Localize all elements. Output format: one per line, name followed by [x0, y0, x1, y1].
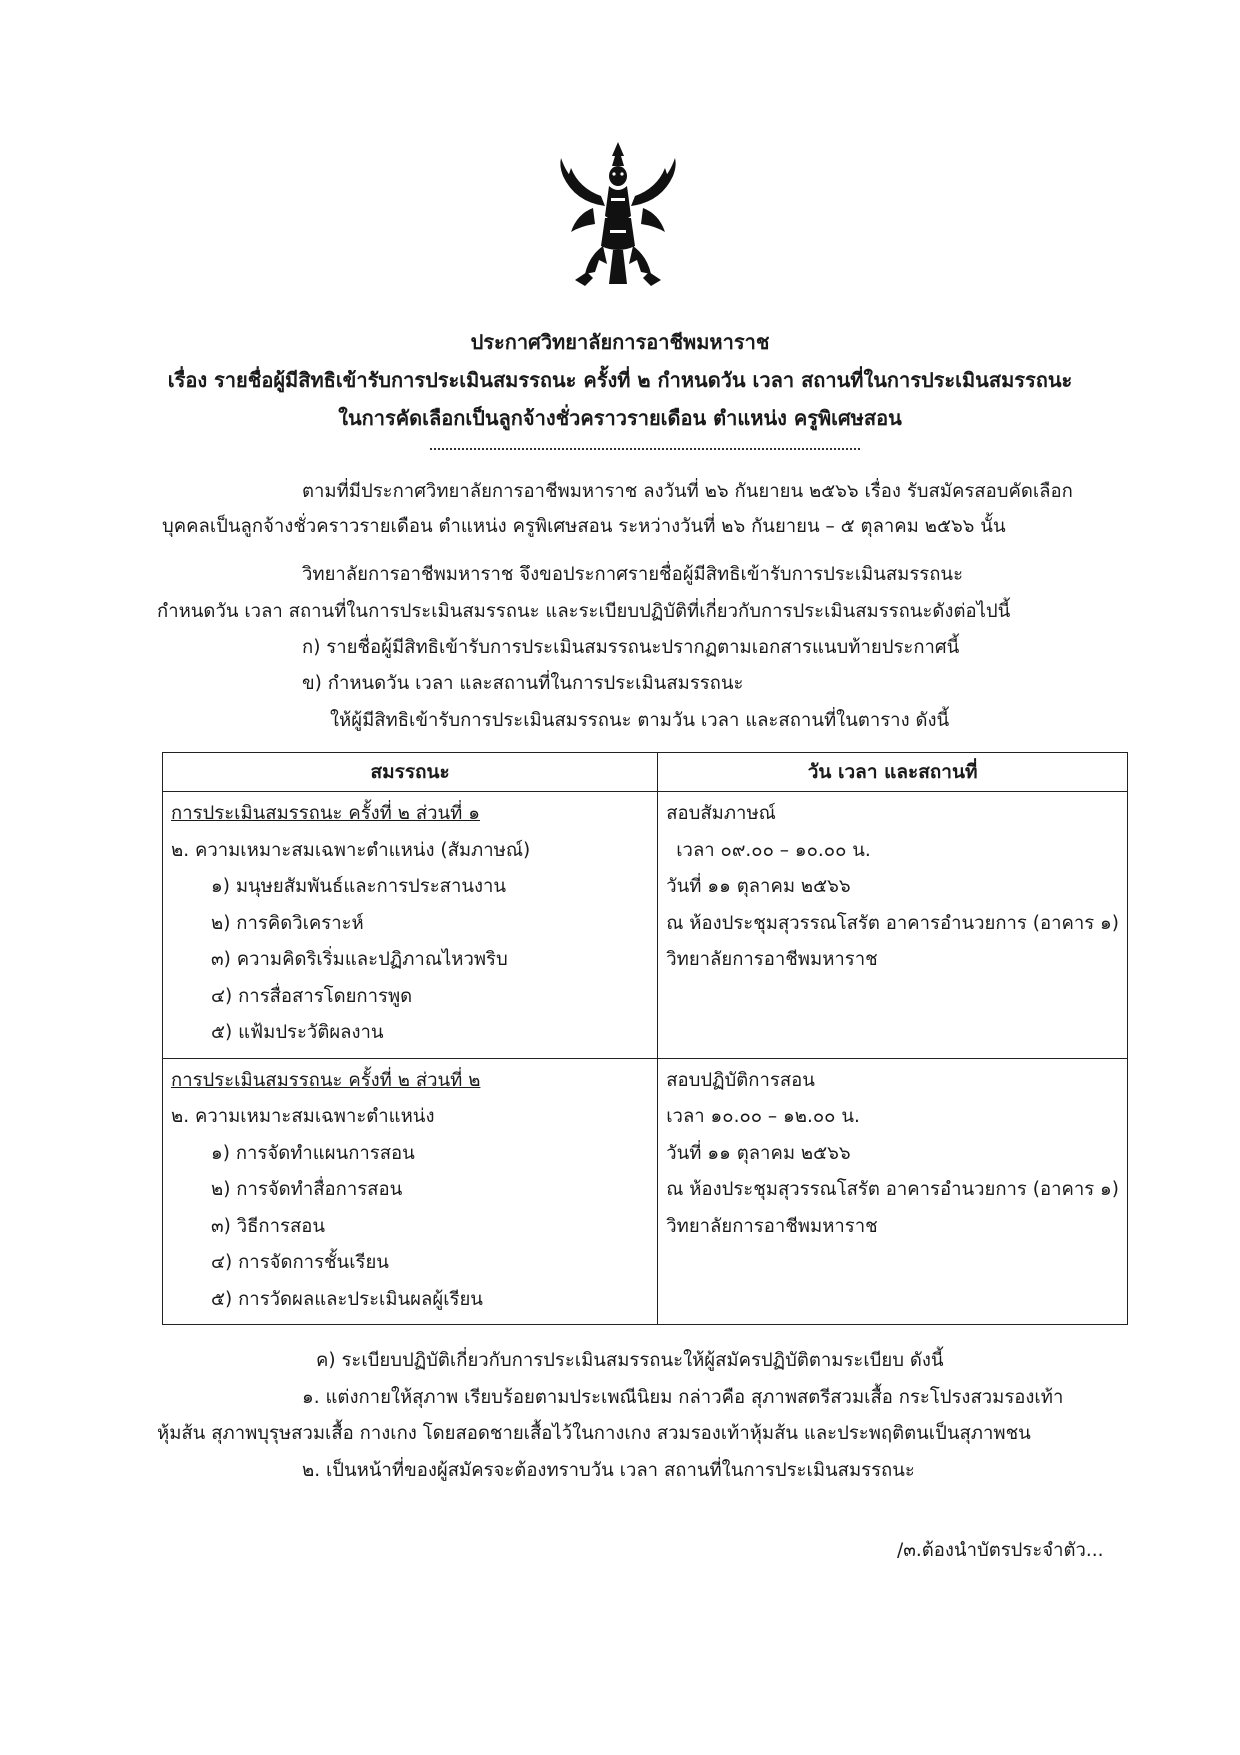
item-b-sub: ให้ผู้มีสิทธิเข้ารับการประเมินสมรรถนะ ตามวัน เวลา และสถานที่ในตาราง ดังนี้ [330, 710, 950, 731]
continued-note: /๓.ต้องนำบัตรประจำตัว... [897, 1540, 1104, 1561]
list-item: ๒. ความเหมาะสมเฉพาะตำแหน่ง [171, 1106, 435, 1127]
exam-type: สอบสัมภาษณ์ [666, 803, 776, 824]
exam-institution: วิทยาลัยการอาชีพมหาราช [666, 1215, 878, 1237]
exam-date: วันที่ ๑๑ ตุลาคม ๒๕๖๖ [666, 1142, 851, 1164]
garuda-emblem-icon [553, 138, 683, 298]
rule-2: ๒. เป็นหน้าที่ของผู้สมัครจะต้องทราบวัน เวลา สถานที่ในการประเมินสมรรถนะ [302, 1460, 915, 1481]
section-heading: การประเมินสมรรถนะ ครั้งที่ ๒ ส่วนที่ ๑ [171, 803, 480, 824]
exam-type: สอบปฏิบัติการสอน [666, 1069, 815, 1091]
list-item: ๕) การวัดผลและประเมินผลผู้เรียน [211, 1288, 483, 1310]
rule-1-line-2: หุ้มส้น สุภาพบุรุษสวมเสื้อ กางเกง โดยสอดชายเสื้อไว้ในกางเกง สวมรองเท้าหุ้มส้น และประพฤติตนเป็นสุภาพชน [157, 1423, 1031, 1444]
column-header-schedule: วัน เวลา และสถานที่ [658, 753, 1128, 792]
column-header-competency: สมรรถนะ [163, 753, 658, 792]
schedule-cell [658, 1058, 1128, 1325]
paragraph-2-line-1: วิทยาลัยการอาชีพมหาราช จึงขอประกาศรายชื่อผู้มีสิทธิเข้ารับการประเมินสมรรถนะ [302, 564, 964, 585]
rule-1-line-1: ๑. แต่งกายให้สุภาพ เรียบร้อยตามประเพณีนิยม กล่าวคือ สุภาพสตรีสวมเสื้อ กระโปรงสวมรองเท้า [302, 1387, 1064, 1408]
competency-cell [163, 792, 658, 1059]
paragraph-1-line-1: ตามที่มีประกาศวิทยาลัยการอาชีพมหาราช ลงวันที่ ๒๖ กันยายน ๒๕๖๖ เรื่อง รับสมัครสอบคัดเลือก [302, 481, 1073, 502]
list-item: ๕) แฟ้มประวัติผลงาน [211, 1022, 384, 1043]
item-b: ข) กำหนดวัน เวลา และสถานที่ในการประเมินสมรรถนะ [302, 673, 744, 694]
list-item: ๑) มนุษยสัมพันธ์และการประสานงาน [211, 876, 507, 897]
list-item: ๒) การคิดวิเคราะห์ [211, 912, 364, 934]
list-item: ๓) ความคิดริเริ่มและปฏิภาณไหวพริบ [211, 949, 508, 970]
list-item: ๓) วิธีการสอน [211, 1215, 325, 1237]
exam-venue: ณ ห้องประชุมสุวรรณโสรัต อาคารอำนวยการ (อาคาร ๑) [666, 1179, 1119, 1200]
exam-date: วันที่ ๑๑ ตุลาคม ๒๕๖๖ [666, 876, 851, 897]
paragraph-2-line-2: กำหนดวัน เวลา สถานที่ในการประเมินสมรรถนะ และระเบียบปฏิบัติที่เกี่ยวกับการประเมินสมรรถนะดังต่อไปนี้ [157, 601, 1011, 622]
list-item: ๔) การจัดการชั้นเรียน [211, 1252, 389, 1273]
exam-institution: วิทยาลัยการอาชีพมหาราช [666, 949, 878, 970]
schedule-table [162, 752, 1128, 1325]
item-a: ก) รายชื่อผู้มีสิทธิเข้ารับการประเมินสมรรถนะปรากฏตามเอกสารแนบท้ายประกาศนี้ [302, 637, 960, 658]
list-item: ๒) การจัดทำสื่อการสอน [211, 1179, 403, 1200]
list-item: ๑) การจัดทำแผนการสอน [211, 1142, 415, 1164]
exam-venue: ณ ห้องประชุมสุวรรณโสรัต อาคารอำนวยการ (อาคาร ๑) [666, 912, 1119, 934]
schedule-cell [658, 792, 1128, 1059]
list-item: ๒. ความเหมาะสมเฉพาะตำแหน่ง (สัมภาษณ์) [171, 839, 531, 861]
competency-cell [163, 1058, 658, 1325]
announcement-subject-cont: ในการคัดเลือกเป็นลูกจ้างชั่วคราวรายเดือน ตำแหน่ง ครูพิเศษสอน [338, 406, 902, 430]
dotted-divider [430, 440, 860, 450]
paragraph-1-line-2: บุคคลเป็นลูกจ้างชั่วคราวรายเดือน ตำแหน่ง ครูพิเศษสอน ระหว่างวันที่ ๒๖ กันยายน – ๕ ตุลาคม ๒๕๖๖ นั้น [162, 516, 1006, 537]
list-item: ๔) การสื่อสารโดยการพูด [211, 985, 413, 1007]
table-row [163, 792, 1128, 1059]
section-heading: การประเมินสมรรถนะ ครั้งที่ ๒ ส่วนที่ ๒ [171, 1069, 481, 1091]
announcement-subject: เรื่อง รายชื่อผู้มีสิทธิเข้ารับการประเมินสมรรถนะ ครั้งที่ ๒ กำหนดวัน เวลา สถานที่ในการประเมินสมรรถนะ [167, 368, 1073, 392]
exam-time: เวลา ๐๙.๐๐ – ๑๐.๐๐ น. [676, 839, 871, 861]
table-row [163, 1058, 1128, 1325]
announcement-title: ประกาศวิทยาลัยการอาชีพมหาราช [470, 330, 770, 354]
table-header-row [163, 753, 1128, 792]
exam-time: เวลา ๑๐.๐๐ – ๑๒.๐๐ น. [666, 1106, 860, 1127]
item-c: ค) ระเบียบปฏิบัติเกี่ยวกับการประเมินสมรรถนะให้ผู้สมัครปฏิบัติตามระเบียบ ดังนี้ [316, 1350, 944, 1371]
